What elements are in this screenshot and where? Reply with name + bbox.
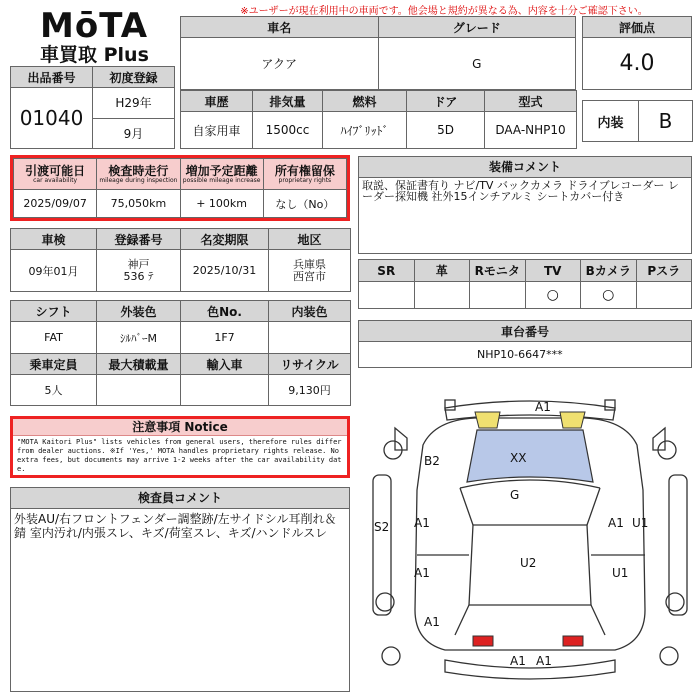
mileage-sub: mileage during inspection [99, 176, 178, 184]
diag-label-right-door-front: A1 [608, 516, 624, 530]
plate-value [97, 250, 181, 292]
color-no-label: 色No. [181, 301, 269, 322]
rights-value: なし（No） [263, 190, 346, 218]
left-a-pillar [460, 488, 473, 525]
name-change-value: 2025/10/31 [181, 250, 269, 292]
displacement-label: 排気量 [253, 91, 323, 112]
inspection-label: 車検 [11, 229, 97, 250]
option-value-1 [414, 282, 470, 309]
option-value-4: ○ [581, 282, 637, 309]
name-change-label: 名変期限 [181, 229, 269, 250]
diag-label-rear-bumper-1: A1 [510, 654, 526, 668]
option-value-3: ○ [525, 282, 581, 309]
diag-label-rear-bumper-2: A1 [536, 654, 552, 668]
rear-light-right [563, 636, 583, 646]
fuel-value: ﾊｲﾌﾞﾘｯﾄﾞ [323, 112, 407, 149]
recycle-value: 9,130円 [269, 375, 351, 406]
diag-label-right-edge: U1 [632, 516, 649, 530]
equipment-box [358, 156, 692, 254]
inspection-value: 09年01月 [11, 250, 97, 292]
availability-highlight [10, 155, 350, 221]
diag-label-rear-left: A1 [414, 566, 430, 580]
option-header-1: 革 [414, 260, 470, 282]
increase-value: + 100km [180, 190, 263, 218]
history-label: 車歴 [181, 91, 253, 112]
shift-label: シフト [11, 301, 97, 322]
lot-label: 出品番号 [11, 67, 93, 88]
misc-table [10, 300, 351, 406]
history-value: 自家用車 [181, 112, 253, 149]
mota-logo: MōTA [40, 6, 149, 46]
displacement-value: 1500cc [253, 112, 323, 149]
windshield-glass [467, 430, 593, 482]
model-value: DAA-NHP10 [485, 112, 577, 149]
equipment-title: 装備コメント [359, 157, 691, 178]
score-table [582, 16, 692, 90]
doors-label: ドア [407, 91, 485, 112]
exterior-label: 外装色 [97, 301, 181, 322]
options-table [358, 259, 692, 309]
first-reg-label: 初度登録 [93, 67, 175, 88]
right-c-pillar [591, 605, 605, 635]
color-no-value: 1F7 [181, 322, 269, 354]
name-label: 車名 [181, 17, 379, 38]
diag-label-hood: G [510, 488, 520, 502]
recycle-label: リサイクル [269, 354, 351, 375]
plate-label: 登録番号 [97, 229, 181, 250]
option-value-0 [359, 282, 415, 309]
rights-label: 所有権留保 [274, 163, 335, 178]
max-load-value [97, 375, 181, 406]
chassis-table [358, 320, 692, 368]
interior-label: 内装 [583, 101, 639, 142]
front-light-left [475, 412, 500, 428]
notice-text: "MOTA Kaitori Plus" lists vehicles from general users, therefore rules differ from dealer auctions. ※If 'Yes,' MOTA handles proprietary rights release. No extra fees, but documents may arrive 1-2 weeks after the car availability date. [17, 438, 342, 473]
grade-value: G [378, 38, 576, 90]
diag-label-left-door-front: A1 [414, 516, 430, 530]
notice-box [10, 416, 350, 478]
increase-sub: possible mileage increase [182, 176, 261, 184]
logo-subtitle: 車買取 Plus [40, 44, 149, 66]
shift-value: FAT [11, 322, 97, 354]
region-line2: 西宮市 [293, 269, 326, 283]
option-header-4: Bカメラ [581, 260, 637, 282]
import-label: 輸入車 [181, 354, 269, 375]
capacity-value: 5人 [11, 375, 97, 406]
wheel-rear-left-2 [382, 647, 400, 665]
first-reg-year: H29年 [93, 88, 175, 119]
lot-table [10, 66, 175, 149]
left-c-pillar [455, 605, 469, 635]
availability-date-label: 引渡可能日 [25, 163, 86, 178]
diag-label-left-front: B2 [424, 454, 440, 468]
diag-label-front-bumper: A1 [535, 400, 551, 414]
mileage-value: 75,050km [97, 190, 180, 218]
rights-sub: proprietary rights [278, 176, 332, 184]
diag-label-rear-right: U1 [612, 566, 629, 580]
equipment-text: 取説、保証書有り ナビ/TV バックカメラ ドライブレコーダー レーダー探知機 社外15インチアルミ シートカバー付き [362, 179, 679, 203]
car-damage-diagram [365, 380, 695, 695]
chassis-title: 車台番号 [359, 321, 692, 342]
rear-bumper-shape [445, 660, 615, 679]
front-tab-left [445, 400, 455, 410]
notice-title: 注意事項 Notice [13, 419, 347, 436]
name-grade-table [180, 16, 576, 90]
front-bumper-shape [445, 401, 615, 420]
diag-label-roof: U2 [520, 556, 537, 570]
grade-label: グレード [378, 17, 576, 38]
region-line1: 兵庫県 [293, 257, 326, 271]
exterior-value: ｼﾙﾊﾞｰM [97, 322, 181, 354]
doors-value: 5D [407, 112, 485, 149]
mileage-label: 検査時走行 [108, 163, 169, 178]
name-value: アクア [181, 38, 379, 90]
option-header-3: TV [525, 260, 581, 282]
specs-table [180, 90, 577, 149]
front-light-right [560, 412, 585, 428]
diag-label-left-side: S2 [374, 520, 390, 534]
option-value-5 [636, 282, 692, 309]
region-value [269, 250, 351, 292]
region-label: 地区 [269, 229, 351, 250]
wheel-rear-right-2 [660, 647, 678, 665]
max-load-label: 最大積載量 [97, 354, 181, 375]
option-header-0: SR [359, 260, 415, 282]
inspector-title: 検査員コメント [11, 488, 349, 509]
interior-value: B [639, 101, 693, 142]
registration-table [10, 228, 351, 292]
hood-line [460, 480, 600, 488]
lot-value: 01040 [11, 88, 93, 149]
interior-color-label: 内装色 [269, 301, 351, 322]
top-notice: ※ユーザーが現在利用中の車両です。他会場と規約が異なる為、内容を十分ご確認下さい。 [240, 6, 648, 17]
fuel-label: 燃料 [323, 91, 407, 112]
score-value: 4.0 [583, 38, 692, 90]
option-header-5: Pスラ [636, 260, 692, 282]
front-tab-right [605, 400, 615, 410]
plate-line2: 536 ﾃ [123, 269, 154, 283]
inspector-box [10, 487, 350, 692]
diag-label-rear-left-corner: A1 [424, 615, 440, 629]
increase-label: 増加予定距離 [185, 163, 258, 178]
score-label: 評価点 [583, 17, 692, 38]
diag-label-windshield: XX [510, 451, 527, 465]
option-value-2 [470, 282, 526, 309]
availability-date-sub: car availability [33, 176, 78, 184]
interior-color-value [269, 322, 351, 354]
inspector-text: 外装AU/右フロントフェンダー調整跡/左サイドシル耳削れ＆錆 室内汚れ/内張スレ、キズ/荷室スレ、キズ/ハンドルスレ [14, 512, 337, 540]
plate-line1: 神戸 [127, 257, 150, 271]
right-a-pillar [587, 488, 600, 525]
rear-light-left [473, 636, 493, 646]
option-header-2: Rモニタ [470, 260, 526, 282]
capacity-label: 乗車定員 [11, 354, 97, 375]
first-reg-month: 9月 [93, 118, 175, 149]
model-label: 型式 [485, 91, 577, 112]
chassis-value: NHP10-6647*** [359, 342, 692, 368]
availability-date-value: 2025/09/07 [14, 190, 97, 218]
interior-grade-table [582, 100, 693, 142]
import-value [181, 375, 269, 406]
